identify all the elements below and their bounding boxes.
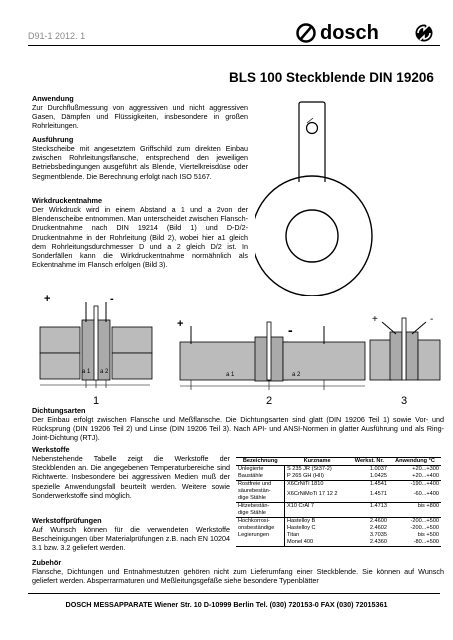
material-temperature-range: bis +800 xyxy=(417,503,439,509)
page-title: BLS 100 Steckblende DIN 19206 xyxy=(229,70,434,85)
material-group-line: Hitzebestän- xyxy=(238,503,270,509)
table-header: Werkst. Nr. xyxy=(350,458,389,466)
figure-1 xyxy=(40,302,152,388)
figure-2 xyxy=(180,322,365,390)
logo-graphic xyxy=(296,22,436,44)
fig2-a2-label: a 2 xyxy=(292,372,301,378)
material-group-line: Legierungen xyxy=(238,532,270,538)
material-short-name: Monel 400 xyxy=(285,539,350,547)
footer-rule xyxy=(28,593,440,594)
material-temperature-range: -200...+500 xyxy=(410,518,439,524)
fig1-number: 1 xyxy=(93,395,100,407)
material-temperature-range: +20...+400 xyxy=(389,473,441,481)
material-group-name xyxy=(236,466,285,481)
section-heading: Wirkdruckentnahme xyxy=(32,196,103,205)
material-group-line: dige Stähle xyxy=(238,510,266,516)
section-text: Zur Durchflußmessung von aggressiven und nicht aggressiven Gasen, Dämpfen und Flüssigkeiten, insbesondere in großen Rohrleitungen. xyxy=(32,103,248,131)
material-short-name: X10 CrAl 7 xyxy=(287,503,315,509)
fig2-number: 2 xyxy=(266,395,273,407)
material-temperature-range: -60...+400 xyxy=(389,491,441,502)
section-heading: Dichtungsarten xyxy=(32,406,86,415)
section-zubehoer xyxy=(32,558,444,585)
material-number: 3.7035 xyxy=(369,532,387,538)
section-heading: Ausführung xyxy=(32,135,74,144)
fig2-plus: + xyxy=(177,318,184,330)
materials-table xyxy=(236,457,441,547)
table-row xyxy=(236,503,441,517)
section-heading: Werkstoffprüfungen xyxy=(32,516,102,525)
table-header: Kurzname xyxy=(285,458,350,466)
material-number: 2.4600 xyxy=(369,518,387,524)
section-ausfuehrung xyxy=(32,135,248,181)
material-short-name: Hastelloy B xyxy=(287,518,316,524)
material-temperature-range: bis +500 xyxy=(417,532,439,538)
material-temperature-range: -80...+500 xyxy=(389,539,441,547)
fig3-number: 3 xyxy=(401,395,408,407)
material-number: 1.4541 xyxy=(369,481,387,488)
material-number: 2.4602 xyxy=(369,525,387,531)
section-anwendung xyxy=(32,94,248,131)
section-text: Steckscheibe mit angesetztem Griffschild zum direkten Einbau zwischen Rohrleitungsflansche, entsprechend den jeweiligen Betriebsbedingungen ausgeführt als Blende, Viertelkreisdüse oder Segmentblende. Die Berechnung erfolgt nach ISO 5167. xyxy=(32,144,248,181)
section-text: Flansche, Dichtungen und Entnahmestutzen gehören nicht zum Lieferumfang einer Steckblende. Sie können auf Wunsch geliefert werden. Absperrarmaturen und Meßleitungsgefäße siehe besondere Typenblätter xyxy=(32,567,444,586)
material-temperature-range: -200...+500 xyxy=(410,525,439,531)
fig1-a1-label: a 1 xyxy=(82,369,91,375)
fig1-a2-label: a 2 xyxy=(100,369,109,375)
table-header: Bezeichnung xyxy=(236,458,285,466)
section-heading: Anwendung xyxy=(32,94,74,103)
materials-table-grid xyxy=(236,457,441,547)
material-short-name: X6CrNiTi 1810 xyxy=(287,481,324,488)
fig2-a1-label: a 1 xyxy=(226,372,235,378)
material-short-name: P 265 GH (HII) xyxy=(285,473,350,481)
fig1-plus: + xyxy=(44,293,51,305)
material-short-name: S 235 JR (St37-2) xyxy=(287,466,332,472)
material-group-line: Unlegierte xyxy=(238,466,264,472)
material-number: 1.4713 xyxy=(369,503,387,509)
material-short-name: X6CrNiMoTi 17 12 2 xyxy=(285,491,350,502)
section-heading: Werkstoffe xyxy=(32,445,70,454)
material-short-name: Titan xyxy=(287,532,300,538)
document-number: D91-1 2012. 1 xyxy=(28,31,86,41)
material-group-line: dige Stähle xyxy=(238,495,266,501)
pressure-tap-figures xyxy=(30,292,450,410)
material-group-line: Hochkorrosi- xyxy=(238,518,270,524)
table-row xyxy=(236,466,441,474)
section-wirkdruckentnahme xyxy=(32,196,248,269)
material-group-name xyxy=(236,518,285,547)
section-text: Der Einbau erfolgt zwischen Flansche und Meßflansche. Die Dichtungsarten sind glatt (DIN 19206 Teil 1) sowie Vor- und Rücksprung (DIN 19206 Teil 2) und Linse (DIN 19206 Teil 3). Nach API- und ANSI-Normen in glatter Ausführung und als Ring-Joint-Dichtung (RTJ). xyxy=(32,415,444,443)
fig3-minus: - xyxy=(430,314,434,325)
table-row xyxy=(236,518,441,526)
material-number: 2.4360 xyxy=(350,539,389,547)
section-dichtungsarten xyxy=(32,406,444,443)
material-group-line: Rostfreie und xyxy=(238,481,272,487)
material-number: 1.0425 xyxy=(350,473,389,481)
fig1-minus: - xyxy=(110,293,114,305)
section-text: Nebenstehende Tabelle zeigt die Werkstoffe der Steckblenden an. Die angegebenen Temperaturbereiche sind Richtwerte. Insbesondere bei aggressiven Medien muß der spezielle Anwendungsfall beurteilt werden. Weitere sowie Sonderwerkstoffe sind möglich. xyxy=(32,454,230,500)
footer-contact: DOSCH MESSAPPARATE Wiener Str. 10 D-10999 Berlin Tel. (030) 720153-0 FAX (030) 72015361 xyxy=(65,600,388,609)
section-werkstoffe xyxy=(32,445,230,500)
material-number: 1.0037 xyxy=(369,466,387,472)
section-text: Der Wirkdruck wird in einem Abstand a 1 und a 2von der Blendenscheibe entnommen. Man unterscheidet zwischen Flansch-Druckentnahme nach DIN 19214 (Bild 1) und D-D/2-Druckentnahme in der Rohrleitung (Bild 2), wobei hier a1 gleich dem Rohrleitungsdurchmesser D und a 2 gleich D/2 ist. In Sonderfällen kann die Wirkdruckentnahme normähnlich als Eckentnahme im Flansch erfolgen (Bild 3). xyxy=(32,205,248,270)
section-text: Auf Wunsch können für die verwendeten Werkstoffe Bescheinigungen über Materialprüfungen z.B. nach EN 10204 3.1 bzw. 3.2 geliefert werden. xyxy=(32,525,230,553)
material-group-name xyxy=(236,503,285,518)
header-rule xyxy=(28,45,440,46)
material-group-name xyxy=(236,481,285,503)
material-temperature-range: -190...+400 xyxy=(410,481,439,488)
material-temperature-range: +20...+300 xyxy=(412,466,439,472)
section-heading: Zubehör xyxy=(32,558,62,567)
figure-3 xyxy=(370,318,440,380)
table-header: Anwendung °C xyxy=(389,458,441,466)
material-short-name: Hastelloy C xyxy=(287,525,316,531)
steckblende-illustration xyxy=(255,96,415,296)
svg-text:dosch: dosch xyxy=(320,22,379,44)
section-werkstoffpruefungen xyxy=(32,516,230,553)
material-group-line: säurebestän- xyxy=(238,488,271,494)
fig3-plus: + xyxy=(372,314,378,325)
material-group-line: onsbeständige xyxy=(238,525,275,531)
material-group-line: Baustähle xyxy=(238,473,263,479)
fig2-minus: - xyxy=(288,322,293,338)
material-number: 1.4571 xyxy=(350,491,389,502)
